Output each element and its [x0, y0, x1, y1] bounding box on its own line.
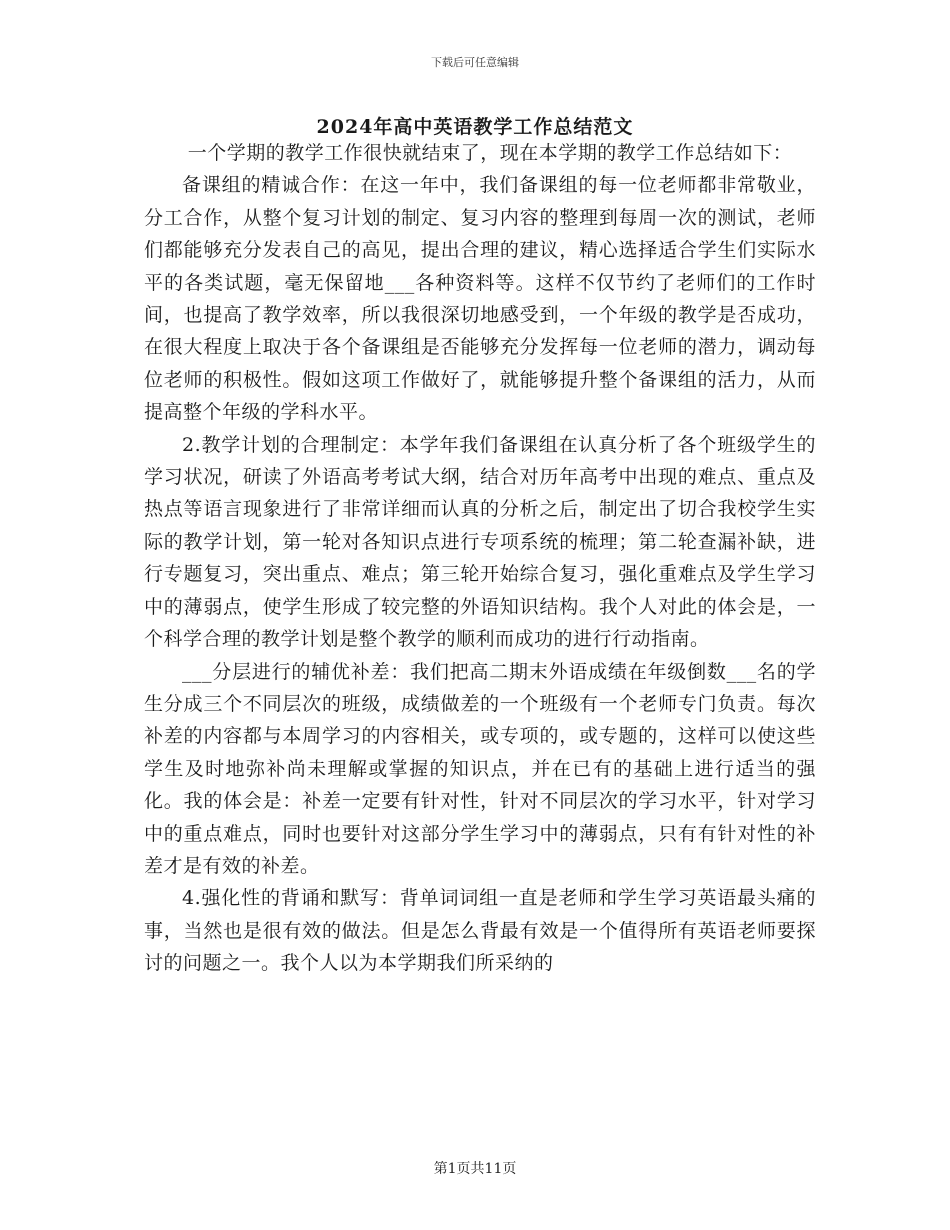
paragraph-tutoring: ___分层进行的辅优补差：我们把高二期末外语成绩在年级倒数___名的学生分成三个不同层次的班级，成绩做差的一个班级有一个老师专门负责。每次补差的内容都与本周学习的内容相关，或专项的，或专题的，这样可以使这些学生及时地弥补尚未理解或掌握的知识点，并在已有的基础上进行适当的强化。我的体会是：补差一定要有针对性，针对不同层次的学习水平，针对学习中的重点难点，同时也要针对这部分学生学习中的薄弱点，只有有针对性的补差才是有效的补差。 [144, 660, 816, 877]
paragraph-cooperation: 备课组的精诚合作：在这一年中，我们备课组的每一位老师都非常敬业，分工合作，从整个复习计划的制定、复习内容的整理到每周一次的测试，老师们都能够充分发表自己的高见，提出合理的建议，精心选择适合学生们实际水平的各类试题，毫无保留地___各种资料等。这样不仅节约了老师们的工作时间，也提高了教学效率，所以我很深切地感受到，一个年级的教学是否成功，在很大程度上取决于各个备课组是否能够充分发挥每一位老师的潜力，调动每位老师的积极性。假如这项工作做好了，就能够提升整个备课组的活力，从而提高整个年级的学科水平。 [144, 174, 816, 424]
header-note: 下载后可任意编辑 [431, 56, 519, 69]
page-indicator: 第1页共11页 [433, 1161, 517, 1177]
paragraph-intro: 一个学期的教学工作很快就结束了，现在本学期的教学工作总结如下： [187, 142, 793, 164]
document-title: 2024年高中英语教学工作总结范文 [316, 116, 634, 138]
paragraph-teaching-plan: 2.教学计划的合理制定：本学年我们备课组在认真分析了各个班级学生的学习状况，研读了外语高考考试大纲，结合对历年高考中出现的难点、重点及热点等语言现象进行了非常详细而认真的分析之后，制定出了切合我校学生实际的教学计划，第一轮对各知识点进行专项系统的梳理；第二轮查漏补缺，进行专题复习，突出重点、难点；第三轮开始综合复习，强化重难点及学生学习中的薄弱点，使学生形成了较完整的外语知识结构。我个人对此的体会是，一个科学合理的教学计划是整个教学的顺利而成功的进行行动指南。 [144, 433, 816, 651]
paragraph-recitation: 4.强化性的背诵和默写：背单词词组一直是老师和学生学习英语最头痛的事，当然也是很有效的做法。但是怎么背最有效是一个值得所有英语老师要探讨的问题之一。我个人以为本学期我们所采纳的 [144, 887, 816, 975]
document-body [144, 137, 816, 980]
